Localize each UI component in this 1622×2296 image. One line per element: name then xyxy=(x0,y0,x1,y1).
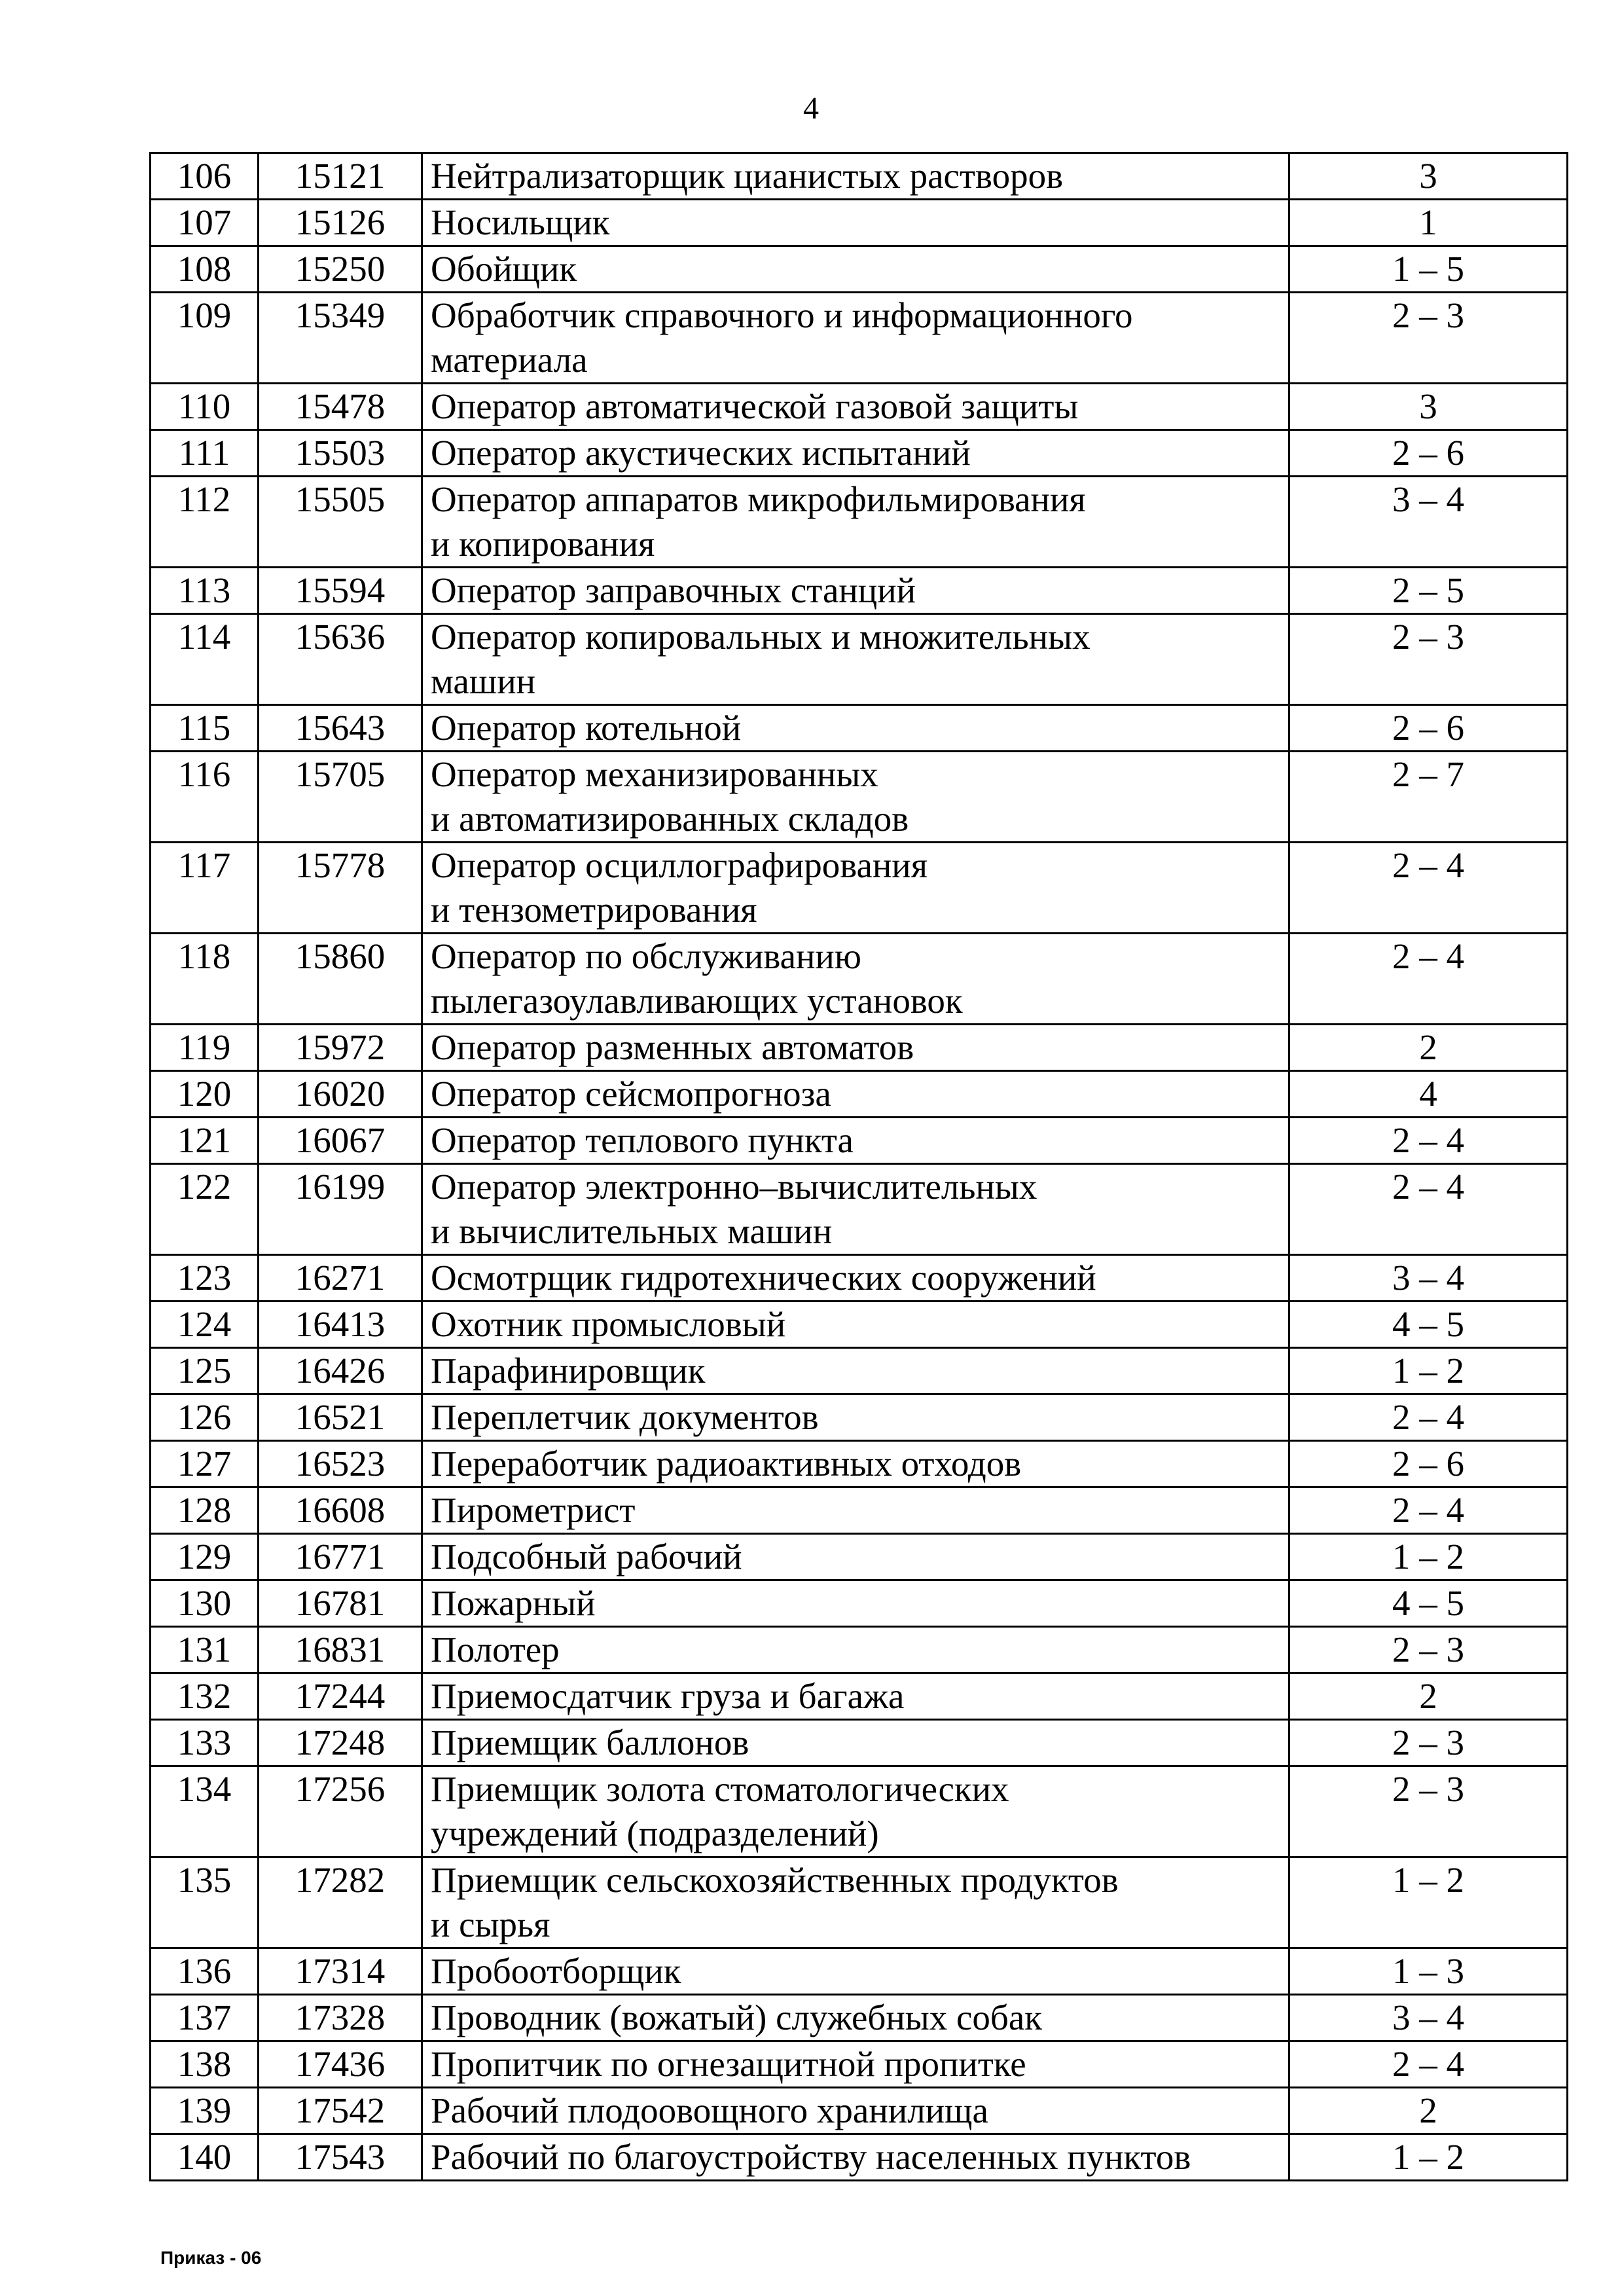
code-cell: 17542 xyxy=(259,2088,422,2134)
grade-range-cell: 3 xyxy=(1289,384,1568,430)
profession-name-cell: Оператор механизированных и автоматизированных складов xyxy=(422,752,1289,843)
grade-range-cell: 2 – 4 xyxy=(1289,843,1568,934)
profession-name-cell: Приемщик баллонов xyxy=(422,1720,1289,1766)
table-row xyxy=(151,1441,1568,1487)
profession-name-cell: Оператор разменных автоматов xyxy=(422,1025,1289,1071)
row-number-cell: 139 xyxy=(151,2088,259,2134)
row-number-cell: 135 xyxy=(151,1857,259,1948)
row-number-cell: 118 xyxy=(151,934,259,1025)
profession-name-cell: Рабочий плодоовощного хранилища xyxy=(422,2088,1289,2134)
grade-range-cell: 2 – 3 xyxy=(1289,614,1568,705)
table-row xyxy=(151,1025,1568,1071)
table-row xyxy=(151,1995,1568,2041)
profession-name-cell: Оператор копировальных и множительных машин xyxy=(422,614,1289,705)
profession-name-cell: Оператор заправочных станций xyxy=(422,568,1289,614)
table-row xyxy=(151,934,1568,1025)
profession-name-cell: Нейтрализаторщик цианистых растворов xyxy=(422,153,1289,200)
row-number-cell: 136 xyxy=(151,1948,259,1995)
row-number-cell: 131 xyxy=(151,1627,259,1673)
code-cell: 17543 xyxy=(259,2134,422,2181)
grade-range-cell: 2 – 5 xyxy=(1289,568,1568,614)
code-cell: 15778 xyxy=(259,843,422,934)
grade-range-cell: 1 – 3 xyxy=(1289,1948,1568,1995)
grade-range-cell: 1 – 2 xyxy=(1289,1348,1568,1394)
row-number-cell: 129 xyxy=(151,1534,259,1580)
row-number-cell: 108 xyxy=(151,246,259,293)
code-cell: 16020 xyxy=(259,1071,422,1118)
code-cell: 16413 xyxy=(259,1302,422,1348)
row-number-cell: 134 xyxy=(151,1766,259,1857)
code-cell: 17282 xyxy=(259,1857,422,1948)
table-row xyxy=(151,430,1568,477)
profession-name-cell: Оператор сейсмопрогноза xyxy=(422,1071,1289,1118)
row-number-cell: 127 xyxy=(151,1441,259,1487)
table-row xyxy=(151,752,1568,843)
grade-range-cell: 2 – 4 xyxy=(1289,1487,1568,1534)
code-cell: 16781 xyxy=(259,1580,422,1627)
grade-range-cell: 2 – 4 xyxy=(1289,934,1568,1025)
code-cell: 17328 xyxy=(259,1995,422,2041)
code-cell: 15972 xyxy=(259,1025,422,1071)
grade-range-cell: 2 xyxy=(1289,1025,1568,1071)
table-row xyxy=(151,1534,1568,1580)
grade-range-cell: 1 – 2 xyxy=(1289,1857,1568,1948)
grade-range-cell: 2 – 7 xyxy=(1289,752,1568,843)
grade-range-cell: 2 – 4 xyxy=(1289,1118,1568,1164)
code-cell: 16831 xyxy=(259,1627,422,1673)
code-cell: 15705 xyxy=(259,752,422,843)
profession-name-cell: Оператор по обслуживанию пылегазоулавливающих установок xyxy=(422,934,1289,1025)
grade-range-cell: 2 – 3 xyxy=(1289,1720,1568,1766)
row-number-cell: 116 xyxy=(151,752,259,843)
profession-name-cell: Переработчик радиоактивных отходов xyxy=(422,1441,1289,1487)
profession-name-cell: Обработчик справочного и информационного материала xyxy=(422,293,1289,384)
row-number-cell: 124 xyxy=(151,1302,259,1348)
profession-name-cell: Пропитчик по огнезащитной пропитке xyxy=(422,2041,1289,2088)
row-number-cell: 125 xyxy=(151,1348,259,1394)
profession-name-cell: Подсобный рабочий xyxy=(422,1534,1289,1580)
row-number-cell: 114 xyxy=(151,614,259,705)
table-row xyxy=(151,1673,1568,1720)
code-cell: 15121 xyxy=(259,153,422,200)
table-row xyxy=(151,200,1568,246)
grade-range-cell: 2 – 6 xyxy=(1289,1441,1568,1487)
profession-name-cell: Осмотрщик гидротехнических сооружений xyxy=(422,1255,1289,1302)
profession-name-cell: Приемосдатчик груза и багажа xyxy=(422,1673,1289,1720)
table-row xyxy=(151,1487,1568,1534)
table-body xyxy=(151,153,1568,2181)
row-number-cell: 133 xyxy=(151,1720,259,1766)
profession-name-cell: Пробоотборщик xyxy=(422,1948,1289,1995)
profession-name-cell: Оператор акустических испытаний xyxy=(422,430,1289,477)
code-cell: 16271 xyxy=(259,1255,422,1302)
row-number-cell: 115 xyxy=(151,705,259,752)
table-row xyxy=(151,477,1568,568)
grade-range-cell: 1 – 2 xyxy=(1289,2134,1568,2181)
code-cell: 17244 xyxy=(259,1673,422,1720)
code-cell: 15478 xyxy=(259,384,422,430)
code-cell: 17256 xyxy=(259,1766,422,1857)
profession-name-cell: Парафинировщик xyxy=(422,1348,1289,1394)
profession-name-cell: Пирометрист xyxy=(422,1487,1289,1534)
code-cell: 17248 xyxy=(259,1720,422,1766)
table-row xyxy=(151,568,1568,614)
row-number-cell: 121 xyxy=(151,1118,259,1164)
grade-range-cell: 2 – 6 xyxy=(1289,430,1568,477)
table-row xyxy=(151,1766,1568,1857)
row-number-cell: 106 xyxy=(151,153,259,200)
row-number-cell: 126 xyxy=(151,1394,259,1441)
row-number-cell: 132 xyxy=(151,1673,259,1720)
table-row xyxy=(151,1348,1568,1394)
grade-range-cell: 1 – 2 xyxy=(1289,1534,1568,1580)
code-cell: 16199 xyxy=(259,1164,422,1255)
table-row xyxy=(151,1164,1568,1255)
row-number-cell: 112 xyxy=(151,477,259,568)
professions-table xyxy=(149,152,1568,2181)
code-cell: 16426 xyxy=(259,1348,422,1394)
grade-range-cell: 2 – 4 xyxy=(1289,1394,1568,1441)
table-row xyxy=(151,1720,1568,1766)
table-row xyxy=(151,1118,1568,1164)
row-number-cell: 138 xyxy=(151,2041,259,2088)
table-row xyxy=(151,1255,1568,1302)
grade-range-cell: 2 – 3 xyxy=(1289,1766,1568,1857)
profession-name-cell: Пожарный xyxy=(422,1580,1289,1627)
code-cell: 15503 xyxy=(259,430,422,477)
table-row xyxy=(151,1627,1568,1673)
table-row xyxy=(151,1948,1568,1995)
grade-range-cell: 2 xyxy=(1289,2088,1568,2134)
code-cell: 15860 xyxy=(259,934,422,1025)
profession-name-cell: Оператор осциллографирования и тензометрирования xyxy=(422,843,1289,934)
row-number-cell: 109 xyxy=(151,293,259,384)
row-number-cell: 119 xyxy=(151,1025,259,1071)
code-cell: 15349 xyxy=(259,293,422,384)
grade-range-cell: 2 – 3 xyxy=(1289,1627,1568,1673)
grade-range-cell: 4 – 5 xyxy=(1289,1580,1568,1627)
grade-range-cell: 3 – 4 xyxy=(1289,477,1568,568)
row-number-cell: 122 xyxy=(151,1164,259,1255)
row-number-cell: 128 xyxy=(151,1487,259,1534)
code-cell: 17436 xyxy=(259,2041,422,2088)
row-number-cell: 113 xyxy=(151,568,259,614)
grade-range-cell: 2 xyxy=(1289,1673,1568,1720)
code-cell: 16523 xyxy=(259,1441,422,1487)
grade-range-cell: 2 – 4 xyxy=(1289,1164,1568,1255)
code-cell: 16521 xyxy=(259,1394,422,1441)
table-row xyxy=(151,2088,1568,2134)
table-row xyxy=(151,2134,1568,2181)
table-row xyxy=(151,384,1568,430)
row-number-cell: 110 xyxy=(151,384,259,430)
grade-range-cell: 4 – 5 xyxy=(1289,1302,1568,1348)
code-cell: 15636 xyxy=(259,614,422,705)
table-row xyxy=(151,1857,1568,1948)
table-row xyxy=(151,293,1568,384)
profession-name-cell: Обойщик xyxy=(422,246,1289,293)
table-row xyxy=(151,705,1568,752)
profession-name-cell: Приемщик золота стоматологических учреждений (подразделений) xyxy=(422,1766,1289,1857)
grade-range-cell: 2 – 6 xyxy=(1289,705,1568,752)
profession-name-cell: Оператор аппаратов микрофильмирования и копирования xyxy=(422,477,1289,568)
code-cell: 16067 xyxy=(259,1118,422,1164)
row-number-cell: 120 xyxy=(151,1071,259,1118)
profession-name-cell: Носильщик xyxy=(422,200,1289,246)
grade-range-cell: 3 – 4 xyxy=(1289,1255,1568,1302)
row-number-cell: 130 xyxy=(151,1580,259,1627)
code-cell: 16771 xyxy=(259,1534,422,1580)
profession-name-cell: Полотер xyxy=(422,1627,1289,1673)
code-cell: 16608 xyxy=(259,1487,422,1534)
grade-range-cell: 3 – 4 xyxy=(1289,1995,1568,2041)
table-row xyxy=(151,153,1568,200)
table-row xyxy=(151,1394,1568,1441)
profession-name-cell: Переплетчик документов xyxy=(422,1394,1289,1441)
code-cell: 15250 xyxy=(259,246,422,293)
row-number-cell: 111 xyxy=(151,430,259,477)
profession-name-cell: Рабочий по благоустройству населенных пунктов xyxy=(422,2134,1289,2181)
row-number-cell: 117 xyxy=(151,843,259,934)
grade-range-cell: 1 xyxy=(1289,200,1568,246)
row-number-cell: 107 xyxy=(151,200,259,246)
table-row xyxy=(151,2041,1568,2088)
grade-range-cell: 4 xyxy=(1289,1071,1568,1118)
row-number-cell: 123 xyxy=(151,1255,259,1302)
profession-name-cell: Охотник промысловый xyxy=(422,1302,1289,1348)
row-number-cell: 137 xyxy=(151,1995,259,2041)
profession-name-cell: Оператор электронно–вычислительных и вычислительных машин xyxy=(422,1164,1289,1255)
footer-label: Приказ - 06 xyxy=(160,2248,262,2268)
table-row xyxy=(151,614,1568,705)
profession-name-cell: Проводник (вожатый) служебных собак xyxy=(422,1995,1289,2041)
code-cell: 15505 xyxy=(259,477,422,568)
profession-name-cell: Оператор котельной xyxy=(422,705,1289,752)
page-number: 4 xyxy=(803,91,819,126)
table-row xyxy=(151,843,1568,934)
grade-range-cell: 2 – 3 xyxy=(1289,293,1568,384)
table-row xyxy=(151,246,1568,293)
code-cell: 15126 xyxy=(259,200,422,246)
table-row xyxy=(151,1302,1568,1348)
profession-name-cell: Оператор автоматической газовой защиты xyxy=(422,384,1289,430)
profession-name-cell: Оператор теплового пункта xyxy=(422,1118,1289,1164)
code-cell: 15643 xyxy=(259,705,422,752)
code-cell: 17314 xyxy=(259,1948,422,1995)
code-cell: 15594 xyxy=(259,568,422,614)
row-number-cell: 140 xyxy=(151,2134,259,2181)
profession-name-cell: Приемщик сельскохозяйственных продуктов и сырья xyxy=(422,1857,1289,1948)
table-row xyxy=(151,1071,1568,1118)
grade-range-cell: 2 – 4 xyxy=(1289,2041,1568,2088)
grade-range-cell: 3 xyxy=(1289,153,1568,200)
grade-range-cell: 1 – 5 xyxy=(1289,246,1568,293)
table-row xyxy=(151,1580,1568,1627)
